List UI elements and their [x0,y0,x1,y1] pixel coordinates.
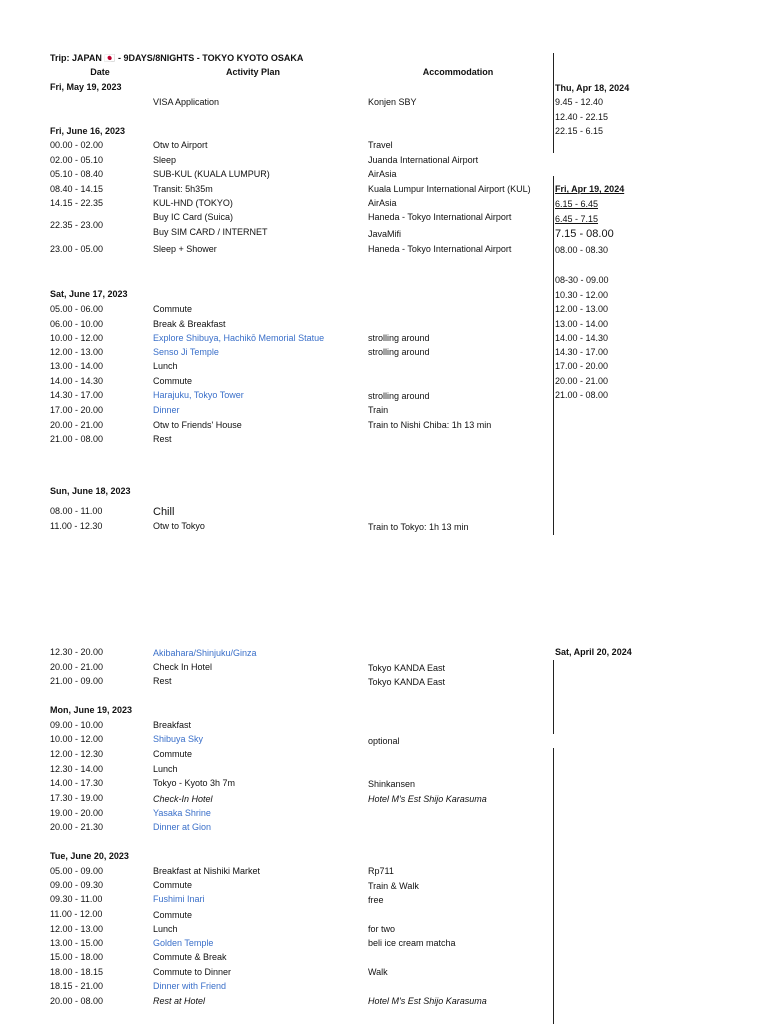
side-time: 14.30 - 17.00 [555,347,609,357]
accommodation-cell: Walk [368,967,388,977]
time-cell: 12.00 - 13.00 [50,924,104,934]
day-date: Sat, June 17, 2023 [50,289,128,299]
accommodation-cell: Hotel M's Est Shijo Karasuma [368,996,487,1006]
activity-cell: Break & Breakfast [153,319,226,329]
accommodation-cell: Train & Walk [368,881,419,891]
time-cell: 09.00 - 10.00 [50,720,104,730]
time-cell: 21.00 - 09.00 [50,676,104,686]
accommodation-cell: Shinkansen [368,779,416,789]
activity-link[interactable]: Akibahara/Shinjuku/Ginza [153,648,257,658]
side-time: 14.00 - 14.30 [555,333,609,343]
activity-cell: Rest at Hotel [153,996,206,1006]
accommodation-cell: Juanda International Airport [368,155,479,165]
section-date: Fri, May 19, 2023 [50,82,122,92]
time-cell: 11.00 - 12.00 [50,909,103,919]
activity-cell: Tokyo - Kyoto 3h 7m [153,778,236,788]
accommodation-cell: strolling around [368,347,430,357]
time-cell: 14.15 - 22.35 [50,198,104,208]
time-cell: 11.00 - 12.30 [50,521,103,531]
accommodation-cell: Train to Tokyo: 1h 13 min [368,522,469,532]
activity-cell: Lunch [153,764,178,774]
side-time: 7.15 - 08.00 [555,228,614,240]
accommodation-cell: Haneda - Tokyo International Airport [368,212,512,222]
activity-cell: Rest [153,434,172,444]
activity-link[interactable]: Fushimi Inari [153,894,205,904]
activity-link[interactable]: Yasaka Shrine [153,808,211,818]
time-cell: 17.00 - 20.00 [50,405,104,415]
activity-cell: Commute to Dinner [153,967,232,977]
side-time: 08.00 - 08.30 [555,245,609,255]
time-cell: 20.00 - 08.00 [50,996,104,1006]
day-date: Sun, June 18, 2023 [50,486,131,496]
column-divider [553,748,554,1024]
side-time: 20.00 - 21.00 [555,376,609,386]
time-cell: 06.00 - 10.00 [50,319,104,329]
time-cell: 05.00 - 09.00 [50,866,104,876]
activity-cell: Lunch [153,361,178,371]
accommodation-cell: Rp711 [368,866,394,876]
side-time: 10.30 - 12.00 [555,290,609,300]
column-divider [553,176,554,535]
activity-cell: Check-In Hotel [153,794,213,804]
header-activity: Activity Plan [225,67,281,77]
activity-cell: Commute [153,304,193,314]
time-cell: 10.00 - 12.00 [50,333,104,343]
activity-link[interactable]: Harajuku, Tokyo Tower [153,390,244,400]
accommodation-cell: Haneda - Tokyo International Airport [368,244,512,254]
time-cell: 23.00 - 05.00 [50,244,104,254]
activity-cell: Commute [153,749,193,759]
time-cell: 21.00 - 08.00 [50,434,104,444]
column-divider [553,53,554,153]
time-cell: 12.30 - 14.00 [50,764,104,774]
activity-cell: Commute [153,910,193,920]
activity-cell: SUB-KUL (KUALA LUMPUR) [153,169,270,179]
time-cell: 15.00 - 18.00 [50,952,104,962]
accommodation-cell: beli ice cream matcha [368,938,456,948]
time-cell: 13.00 - 14.00 [50,361,104,371]
time-cell: 19.00 - 20.00 [50,808,104,818]
activity-cell: Transit: 5h35m [153,184,213,194]
time-cell: 17.30 - 19.00 [50,793,104,803]
accommodation-cell: optional [368,736,400,746]
side-date: Thu, Apr 18, 2024 [555,83,630,93]
activity-cell: Otw to Friends' House [153,420,242,430]
time-cell: 13.00 - 15.00 [50,938,104,948]
time-cell: 20.00 - 21.30 [50,822,104,832]
side-date: Sat, April 20, 2024 [555,647,632,657]
activity-link[interactable]: Dinner [153,405,180,415]
time-cell: 09.00 - 09.30 [50,880,104,890]
activity-cell: Commute & Break [153,952,227,962]
header-accommodation: Accommodation [422,67,494,77]
time-cell: 12.00 - 12.30 [50,749,104,759]
activity-link[interactable]: Explore Shibuya, Hachikō Memorial Statue [153,333,325,343]
activity-cell-2: Buy SIM CARD / INTERNET [153,227,268,237]
accommodation-cell: free [368,895,384,905]
accommodation-cell: Train [368,405,389,415]
side-time: 12.00 - 13.00 [555,304,609,314]
activity-cell: Breakfast [153,720,192,730]
accommodation-cell: Kuala Lumpur International Airport (KUL) [368,184,531,194]
activity-link[interactable]: Dinner at Gion [153,822,212,832]
time-cell: 08.40 - 14.15 [50,184,104,194]
time-cell: 22.35 - 23.00 [50,220,104,230]
activity-cell: Sleep [153,155,177,165]
side-time: 21.00 - 08.00 [555,390,609,400]
activity-cell: Lunch [153,924,178,934]
time-cell: 14.00 - 17.30 [50,778,104,788]
side-time: 6.15 - 6.45 [555,199,599,209]
activity-link[interactable]: Dinner with Friend [153,981,227,991]
time-cell: 20.00 - 21.00 [50,420,104,430]
activity-cell: Otw to Airport [153,140,208,150]
side-time: 6.45 - 7.15 [555,214,599,224]
accommodation-cell: strolling around [368,391,430,401]
side-time: 9.45 - 12.40 [555,97,604,107]
day-date: Tue, June 20, 2023 [50,851,129,861]
time-cell: 05.10 - 08.40 [50,169,104,179]
time-cell: 20.00 - 21.00 [50,662,104,672]
side-date: Fri, Apr 19, 2024 [555,184,625,194]
activity-cell: Sleep + Shower [153,244,217,254]
column-divider [553,660,554,734]
accommodation-cell: Tokyo KANDA East [368,663,446,673]
time-cell: 18.15 - 21.00 [50,981,104,991]
time-cell: 05.00 - 06.00 [50,304,104,314]
activity-cell: VISA Application [153,97,220,107]
activity-cell: Commute [153,880,193,890]
activity-cell: Commute [153,376,193,386]
accommodation-cell: for two [368,924,396,934]
time-cell: 14.30 - 17.00 [50,390,104,400]
time-cell: 18.00 - 18.15 [50,967,104,977]
time-cell: 12.30 - 20.00 [50,647,104,657]
time-cell: 09.30 - 11.00 [50,894,103,904]
day-date: Fri, June 16, 2023 [50,126,126,136]
time-cell: 00.00 - 02.00 [50,140,104,150]
side-time: 22.15 - 6.15 [555,126,604,136]
day-date: Mon, June 19, 2023 [50,705,133,715]
side-time: 13.00 - 14.00 [555,319,609,329]
sheet-title: Trip: JAPAN 🇯🇵 - 9DAYS/8NIGHTS - TOKYO KYOTO OSAKA [50,53,304,63]
activity-cell: Otw to Tokyo [153,521,205,531]
side-time: 08-30 - 09.00 [555,275,609,285]
activity-cell: Buy IC Card (Suica) [153,212,234,222]
accommodation-cell: Konjen SBY [368,97,417,107]
accommodation-cell: Tokyo KANDA East [368,677,446,687]
activity-cell: Check In Hotel [153,662,213,672]
activity-cell: Breakfast at Nishiki Market [153,866,261,876]
activity-cell: Chill [153,506,175,518]
accommodation-cell: strolling around [368,333,430,343]
accommodation-cell: AirAsia [368,198,397,208]
side-time: 17.00 - 20.00 [555,361,609,371]
activity-link[interactable]: Shibuya Sky [153,734,204,744]
accommodation-cell: AirAsia [368,169,397,179]
activity-link[interactable]: Senso Ji Temple [153,347,219,357]
time-cell: 02.00 - 05.10 [50,155,104,165]
time-cell: 08.00 - 11.00 [50,506,103,516]
time-cell: 12.00 - 13.00 [50,347,104,357]
header-date: Date [90,67,110,77]
activity-cell: Rest [153,676,172,686]
side-time: 12.40 - 22.15 [555,112,609,122]
accommodation-cell: Hotel M's Est Shijo Karasuma [368,794,487,804]
activity-cell: KUL-HND (TOKYO) [153,198,233,208]
activity-link[interactable]: Golden Temple [153,938,214,948]
accommodation-cell: Train to Nishi Chiba: 1h 13 min [368,420,492,430]
accommodation-cell: Travel [368,140,393,150]
time-cell: 10.00 - 12.00 [50,734,104,744]
accommodation-cell-2: JavaMifi [368,229,402,239]
time-cell: 14.00 - 14.30 [50,376,104,386]
